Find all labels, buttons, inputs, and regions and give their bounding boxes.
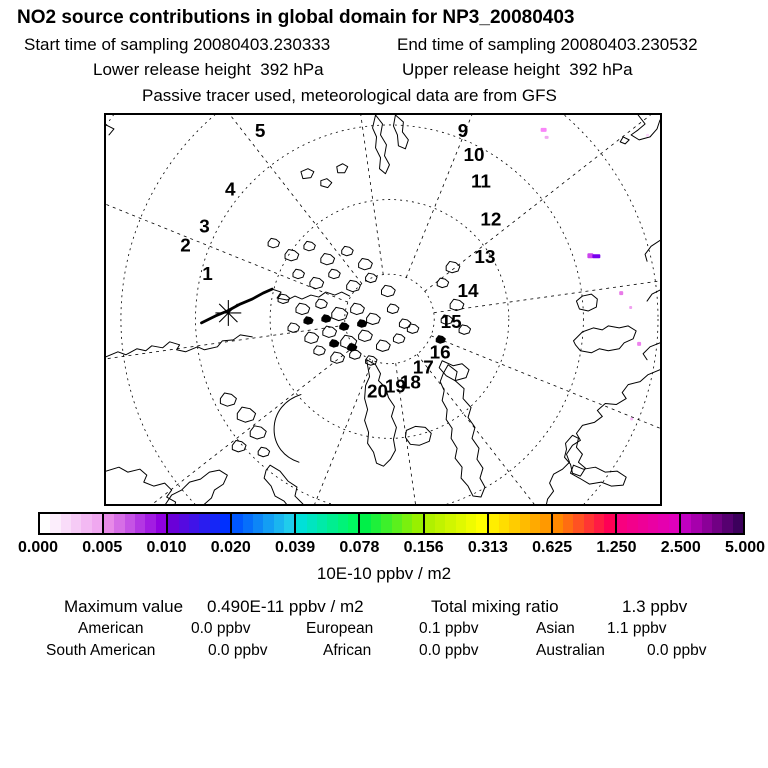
island — [330, 340, 339, 348]
colorbar-step — [168, 514, 178, 533]
colorbar-step — [135, 514, 145, 533]
colorbar-step — [425, 514, 435, 533]
latitude-circle — [196, 125, 584, 504]
island — [316, 299, 327, 308]
island — [305, 332, 319, 343]
colorbar-step — [722, 514, 732, 533]
colorbar-step — [638, 514, 648, 533]
colorbar-step — [594, 514, 604, 533]
colorbar-tick-label: 0.313 — [467, 539, 508, 556]
concentration-pixel — [630, 417, 633, 420]
map-svg — [106, 115, 660, 504]
trajectory-number: 16 — [429, 342, 451, 364]
colorbar-segment — [232, 514, 296, 533]
concentration-pixel — [545, 136, 549, 139]
concentration-pixel — [637, 342, 641, 346]
trajectory-number: 15 — [440, 311, 462, 333]
island — [288, 323, 299, 332]
colorbar-segment — [681, 514, 743, 533]
stat-text: 0.490E-11 ppbv / m2 — [207, 597, 364, 616]
island — [407, 324, 418, 333]
island — [331, 352, 345, 363]
colorbar-step — [712, 514, 722, 533]
island — [340, 323, 349, 331]
concentration-pixel — [592, 254, 600, 258]
colorbar-step — [296, 514, 306, 533]
colorbar-step — [317, 514, 327, 533]
colorbar-tick-label: 0.625 — [532, 539, 573, 556]
colorbar-step — [348, 514, 358, 533]
colorbar-step — [530, 514, 540, 533]
island — [321, 253, 335, 264]
island — [382, 285, 396, 296]
colorbar-segment — [40, 514, 104, 533]
trajectory-number: 20 — [367, 381, 389, 403]
stat-text: 0.0 ppbv — [208, 642, 268, 659]
colorbar-segment — [104, 514, 168, 533]
island — [359, 330, 373, 341]
colorbar-step — [648, 514, 658, 533]
island — [220, 393, 236, 406]
stat-text: African — [323, 642, 372, 659]
meridian-line — [229, 360, 372, 504]
colorbar-tick-label: 0.020 — [210, 539, 251, 556]
colorbar-segment — [489, 514, 553, 533]
stat-text: 0.0 ppbv — [419, 642, 479, 659]
colorbar-step — [563, 514, 573, 533]
latitude-circle — [345, 274, 435, 364]
island — [293, 269, 304, 278]
colorbar-tick-label: 0.000 — [17, 539, 59, 556]
island — [323, 326, 337, 337]
colorbar-step — [466, 514, 476, 533]
colorbar-tick-label: 0.005 — [82, 539, 123, 556]
concentration-pixel — [629, 306, 632, 309]
colorbar-segment — [425, 514, 489, 533]
colorbar-step — [476, 514, 486, 533]
island — [367, 313, 381, 324]
colorbar-tick-label: 1.250 — [596, 539, 637, 556]
colorbar-step — [232, 514, 242, 533]
colorbar-step — [263, 514, 273, 533]
island — [304, 317, 313, 325]
stat-text: 1.3 ppbv — [622, 597, 688, 616]
island — [437, 278, 448, 287]
meridian-line — [330, 115, 383, 275]
map-overlay — [180, 121, 649, 421]
plot-title: NO2 source contributions in global domain for NP3_20080403 — [17, 7, 575, 28]
colorbar-tick-label: 0.156 — [403, 539, 444, 556]
header-text: End time of sampling 20080403.230532 — [397, 35, 698, 54]
header-text: Upper release height 392 hPa — [402, 60, 633, 79]
island — [446, 261, 460, 272]
trajectory-number: 9 — [457, 120, 469, 142]
colorbar-tick-label: 2.500 — [660, 539, 701, 556]
colorbar-step — [40, 514, 50, 533]
map-frame — [104, 113, 662, 506]
colorbar-step — [274, 514, 284, 533]
stat-text: American — [78, 620, 144, 637]
colorbar-step — [210, 514, 220, 533]
colorbar-step — [573, 514, 583, 533]
colorbar-step — [392, 514, 402, 533]
colorbar-step — [681, 514, 691, 533]
stat-text: 0.0 ppbv — [647, 642, 707, 659]
concentration-pixel — [646, 134, 649, 137]
trajectory-number: 11 — [470, 171, 491, 193]
island — [258, 447, 269, 456]
stat-text: 0.0 ppbv — [191, 620, 251, 637]
island — [250, 426, 266, 439]
island — [387, 304, 398, 313]
stat-text: 1.1 ppbv — [607, 620, 667, 637]
colorbar-segment — [617, 514, 681, 533]
colorbar-step — [189, 514, 199, 533]
colorbar-step — [499, 514, 509, 533]
colorbar-segment — [553, 514, 617, 533]
colorbar-step — [540, 514, 550, 533]
colorbar-step — [61, 514, 71, 533]
colorbar-tick-label: 5.000 — [724, 539, 766, 556]
colorbar-tick-label: 0.039 — [275, 539, 316, 556]
stat-text: Asian — [536, 620, 575, 637]
colorbar-step — [125, 514, 135, 533]
colorbar-step — [445, 514, 455, 533]
colorbar-step — [156, 514, 166, 533]
colorbar-step — [669, 514, 679, 533]
trajectory-number: 14 — [457, 281, 479, 303]
stat-text: 0.1 ppbv — [419, 620, 479, 637]
trajectory-number: 13 — [474, 247, 496, 269]
island — [393, 334, 404, 343]
colorbar-step — [456, 514, 466, 533]
island — [322, 315, 331, 323]
island — [377, 340, 391, 351]
meridian-line — [126, 115, 362, 284]
colorbar-step — [220, 514, 230, 533]
concentration-pixel — [619, 291, 623, 295]
colorbar-step — [327, 514, 337, 533]
colorbar-step — [381, 514, 391, 533]
colorbar-step — [733, 514, 743, 533]
colorbar-step — [435, 514, 445, 533]
colorbar-segment — [296, 514, 360, 533]
colorbar-step — [691, 514, 701, 533]
trajectory-number: 4 — [225, 179, 236, 201]
colorbar-step — [243, 514, 253, 533]
colorbar-step — [81, 514, 91, 533]
colorbar-unit-label: 10E-10 ppbv / m2 — [316, 564, 452, 583]
island — [232, 441, 246, 452]
colorbar-step — [199, 514, 209, 533]
colorbar-step — [584, 514, 594, 533]
trajectory-number: 12 — [480, 209, 502, 231]
island — [296, 303, 310, 314]
island — [359, 258, 373, 269]
stat-text: European — [306, 620, 374, 637]
colorbar-step — [307, 514, 317, 533]
colorbar-step — [604, 514, 614, 533]
colorbar-tick-label: 0.078 — [339, 539, 380, 556]
island — [358, 320, 367, 328]
colorbar-step — [114, 514, 124, 533]
colorbar-step — [284, 514, 294, 533]
island — [329, 269, 340, 278]
trajectory-number: 1 — [202, 264, 213, 286]
colorbar-step — [92, 514, 102, 533]
colorbar-segment — [360, 514, 424, 533]
island — [342, 246, 353, 255]
island — [268, 238, 279, 247]
colorbar-step — [50, 514, 60, 533]
colorbar — [38, 512, 745, 535]
colorbar-step — [179, 514, 189, 533]
colorbar-step — [371, 514, 381, 533]
meridian-line — [106, 325, 345, 378]
colorbar-tick-label: 0.010 — [146, 539, 187, 556]
colorbar-step — [360, 514, 370, 533]
trajectory-number: 18 — [399, 372, 421, 394]
colorbar-step — [520, 514, 530, 533]
colorbar-step — [489, 514, 499, 533]
colorbar-step — [253, 514, 263, 533]
island — [314, 346, 325, 355]
island — [304, 241, 315, 250]
header-text: Lower release height 392 hPa — [93, 60, 324, 79]
colorbar-step — [617, 514, 627, 533]
island — [237, 407, 255, 422]
trajectory-number: 10 — [463, 144, 485, 166]
trajectory-number: 3 — [199, 216, 210, 238]
colorbar-step — [338, 514, 348, 533]
colorbar-step — [402, 514, 412, 533]
colorbar-step — [71, 514, 81, 533]
meridian-line — [431, 336, 660, 479]
colorbar-step — [702, 514, 712, 533]
island — [351, 303, 365, 314]
colorbar-step — [658, 514, 668, 533]
colorbar-step — [509, 514, 519, 533]
stat-text: South American — [46, 642, 156, 659]
header-text: Start time of sampling 20080403.230333 — [24, 35, 331, 54]
island — [347, 280, 361, 291]
island — [310, 277, 324, 288]
colorbar-step — [412, 514, 422, 533]
stat-text: Total mixing ratio — [431, 597, 559, 616]
colorbar-segment — [168, 514, 232, 533]
concentration-pixel — [541, 128, 547, 132]
colorbar-step — [145, 514, 155, 533]
trajectory-number: 2 — [180, 235, 191, 257]
latitude-circle — [121, 115, 658, 504]
trajectory-number: 19 — [384, 376, 406, 398]
colorbar-step — [553, 514, 563, 533]
trajectory-number: 5 — [254, 120, 266, 142]
island — [285, 250, 299, 261]
header-text: Passive tracer used, meteorological data are from GFS — [142, 86, 557, 105]
colorbar-step — [104, 514, 114, 533]
stat-text: Australian — [536, 642, 605, 659]
island — [399, 319, 410, 328]
colorbar-step — [627, 514, 637, 533]
trajectory-number: 17 — [412, 357, 434, 379]
stat-text: Maximum value — [64, 597, 184, 616]
meridian-line — [106, 347, 354, 504]
coastlines — [106, 115, 660, 504]
